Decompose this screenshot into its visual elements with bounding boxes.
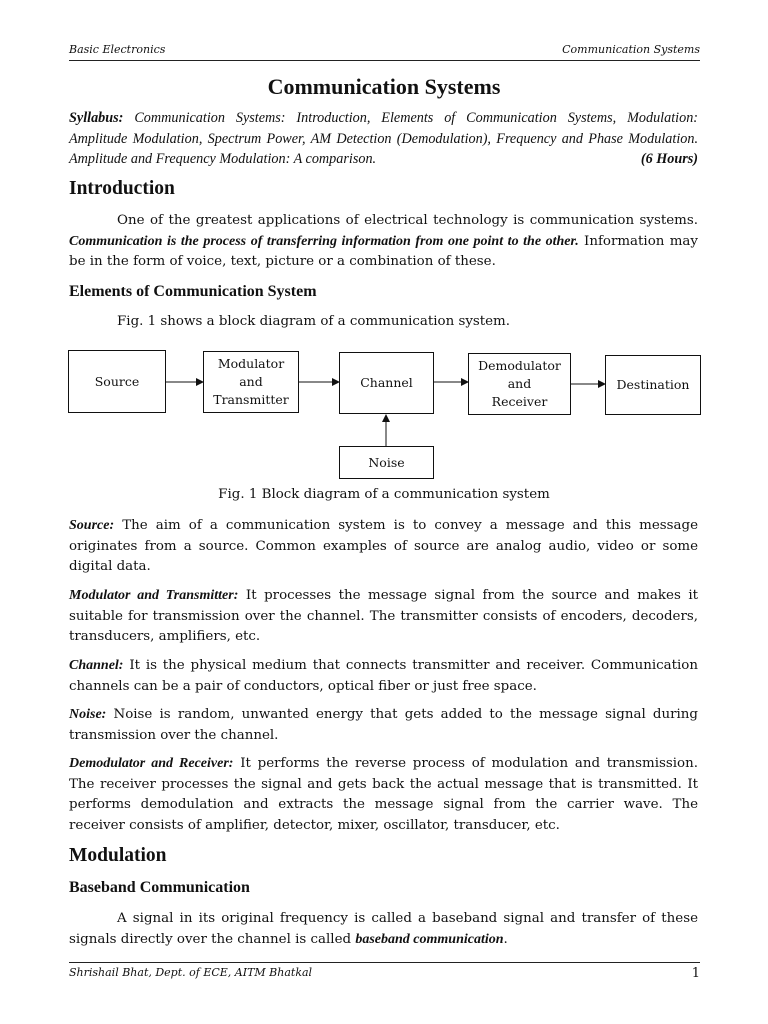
intro-definition-end: . xyxy=(575,233,579,249)
block-modulator-transmitter xyxy=(203,351,299,413)
figure-caption: Fig. 1 Block diagram of a communication system xyxy=(218,487,550,502)
intro-line-1: One of the greatest applications of electrical technology is communication systems. xyxy=(117,213,698,228)
block-destination-label: Destination xyxy=(616,377,690,392)
definition-noise xyxy=(69,705,698,746)
definition-channel xyxy=(69,656,698,697)
definition-noise-text: Noise is random, unwanted energy that gets added to the message signal during transmission over the channel. xyxy=(69,707,698,743)
header-chapter: Communication Systems xyxy=(562,43,700,56)
block-demodulator-receiver xyxy=(468,353,571,415)
syllabus-hours: (6 Hours) xyxy=(640,151,698,167)
intro-line-3: Information may be in the form of voice, text, picture or a combination of these. xyxy=(69,233,698,269)
term-channel: Channel: xyxy=(69,658,124,673)
header-course: Basic Electronics xyxy=(69,43,166,56)
block-modulator-label-1: Modulator xyxy=(217,356,285,371)
block-destination xyxy=(605,355,701,415)
block-noise xyxy=(339,446,434,479)
page-title: Communication Systems xyxy=(267,74,501,99)
block-source-label: Source xyxy=(94,373,140,389)
block-demodulator-label-1: Demodulator xyxy=(478,358,561,373)
block-demodulator-label-3: Receiver xyxy=(491,394,548,409)
definition-demodulator xyxy=(69,754,698,836)
definition-modulator-text: It processes the message signal from the source and makes it suitable for transmission over the channel. The transmitter consists of encoders, decoders, transducers, amplifiers, etc. xyxy=(69,588,698,644)
block-channel-label: Channel xyxy=(360,375,413,390)
page-number: 1 xyxy=(691,966,700,981)
baseband-text: A signal in its original frequency is called a baseband signal and transfer of these signals directly over the channel is called xyxy=(69,911,698,947)
block-source xyxy=(68,350,166,413)
footer-rule xyxy=(69,962,700,963)
elements-intro-text: Fig. 1 shows a block diagram of a communication system. xyxy=(117,314,511,329)
block-demodulator-label-2: and xyxy=(507,376,532,391)
definition-source xyxy=(69,516,698,578)
heading-modulation: Modulation xyxy=(69,845,167,866)
definition-channel-text: It is the physical medium that connects transmitter and receiver. Communication channels can be a pair of conductors, optical fiber or just free space. xyxy=(69,658,698,694)
definition-source-text: The aim of a communication system is to convey a message and this message originates from a source. Common examples of source are analog audio, video or some digital data. xyxy=(69,518,698,574)
baseband-paragraph xyxy=(69,909,698,950)
term-source: Source: xyxy=(69,518,115,533)
block-channel xyxy=(339,352,434,414)
term-noise: Noise: xyxy=(69,707,107,722)
baseband-term-end: . xyxy=(503,931,508,947)
footer-author: Shrishail Bhat, Dept. of ECE, AITM Bhatkal xyxy=(69,966,313,979)
term-demodulator: Demodulator and Receiver: xyxy=(69,756,234,771)
block-noise-label: Noise xyxy=(368,454,405,470)
baseband-term: baseband communication xyxy=(355,931,504,947)
definition-modulator xyxy=(69,586,698,648)
heading-introduction: Introduction xyxy=(69,178,175,199)
block-modulator-label-2: and xyxy=(239,374,263,389)
definition-demodulator-text: It performs the reverse process of modulation and transmission. The receiver processes the signal and gets back the actual message that is transmitted. It performs demodulation and extracts the message signal from the carrier wave. The receiver consists of amplifier, detector, mixer, oscillator, transducer, etc. xyxy=(69,756,698,833)
syllabus-label: Syllabus: xyxy=(69,110,124,126)
intro-definition: Communication is the process of transferring information from one point to the other xyxy=(69,233,576,249)
block-modulator-label-3: Transmitter xyxy=(213,392,289,407)
syllabus-text: Communication Systems: Introduction, Elements of Communication Systems, Modulation: Amplitude Modulation, Spectrum Power, AM Detection (Demodulation), Frequency and Phase Modulation. Amplitude and Frequency Modulation: A comparison. xyxy=(69,110,699,167)
term-modulator: Modulator and Transmitter: xyxy=(69,588,239,603)
running-footer xyxy=(69,966,700,979)
heading-baseband: Baseband Communication xyxy=(69,879,250,896)
heading-elements: Elements of Communication System xyxy=(69,283,317,300)
